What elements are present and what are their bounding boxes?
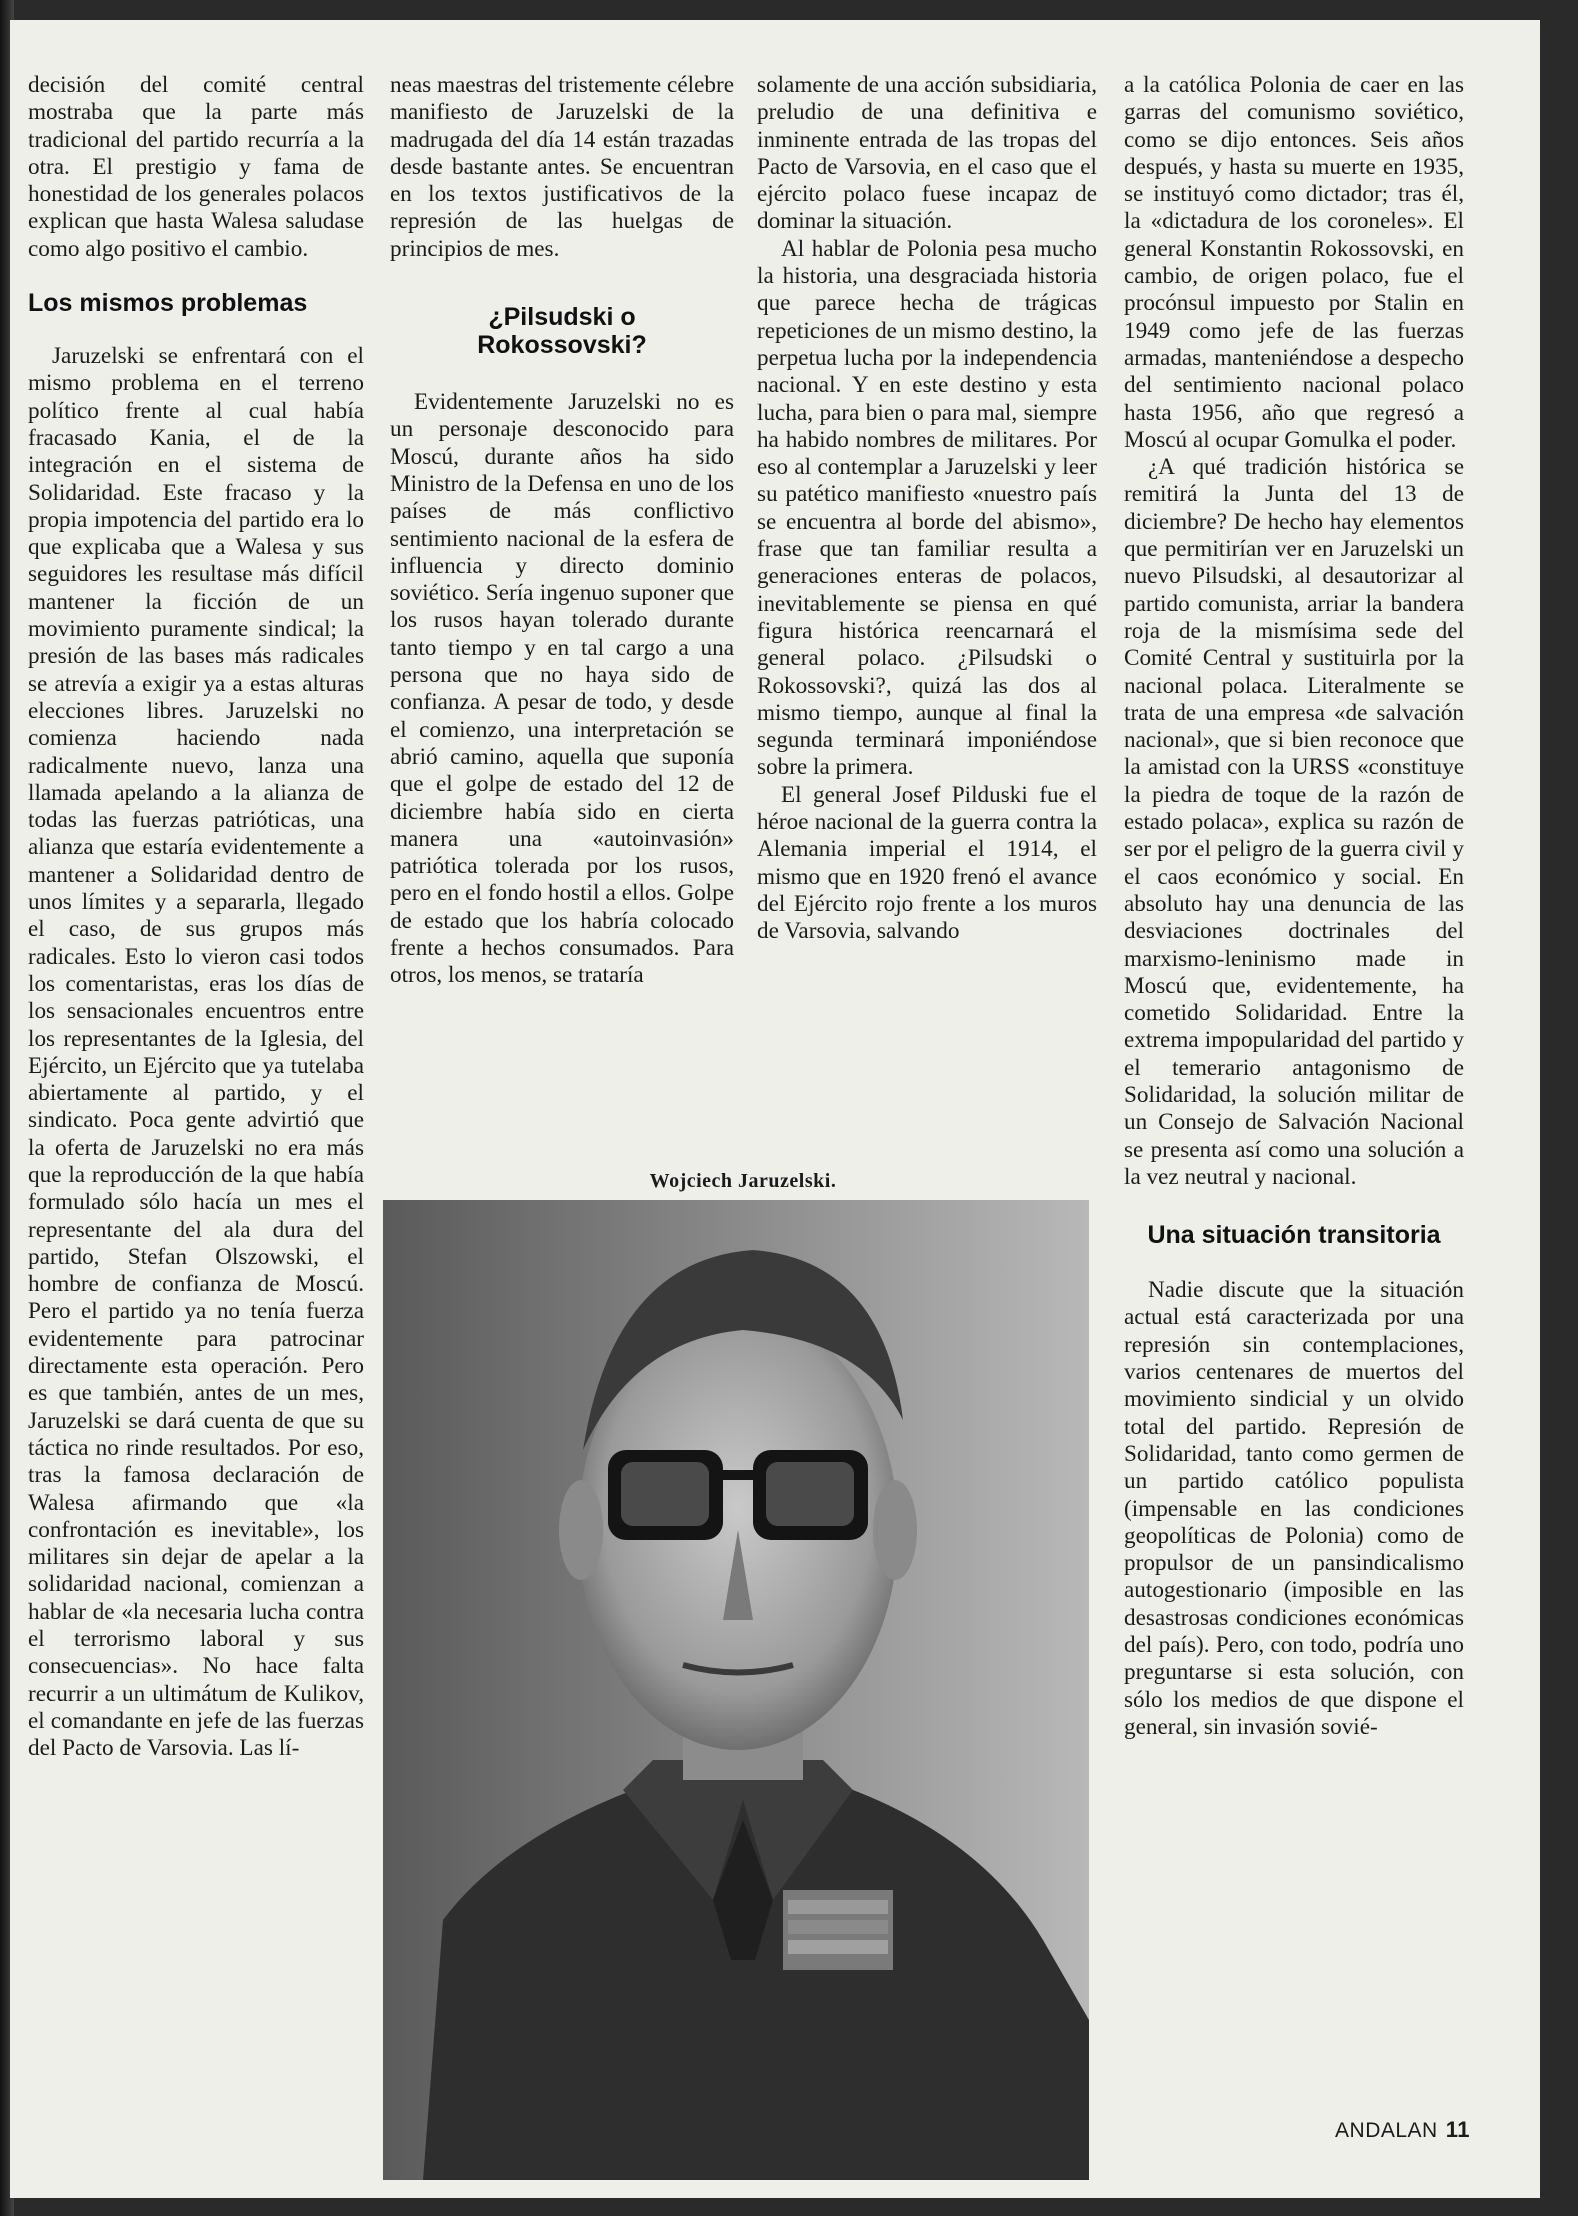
paragraph: a la católica Polonia de caer en las garras del comunismo soviético, como se dijo entonces. Seis años después, y hasta su muerte en 1935, se instituyó como dictador; tras él, la «dictadura de los coroneles». El general Konstantin Rokossovski, en cambio, de origen polaco, fue el procónsul impuesto por Stalin en 1949 como jefe de las fuerzas armadas, manteniéndose a despecho del sentimiento nacional polaco hasta 1956, año que regresó a Moscú al ocupar Gomulka el poder. bbox=[1124, 72, 1464, 453]
paragraph: decisión del comité central mostraba que la parte más tradicional del partido recurría a la otra. El prestigio y fama de honestidad de los generales polacos explican que hasta Walesa saludase como algo positivo el cambio. bbox=[28, 72, 364, 262]
article-column-4 bbox=[1124, 72, 1464, 1741]
article-column-2 bbox=[390, 72, 734, 990]
magazine-page bbox=[10, 20, 1540, 2198]
paragraph: Jaruzelski se enfrentará con el mismo problema en el terreno político frente al cual había fracasado Kania, el de la integración en el sistema de Solidaridad. Este fracaso y la propia impotencia del partido era lo que explicaba que a Walesa y sus seguidores les resultase más difícil mantener la ficción de un movimiento puramente sindical; la presión de las bases más radicales se atrevía a exigir ya a estas alturas elecciones libres. Jaruzelski no comienza haciendo nada radicalmente nuevo, lanza una llamada apelando a la alianza de todas las fuerzas patrióticas, una alianza que estaría evidentemente a mantener a Solidaridad dentro de unos límites y a separarla, llegado el caso, de sus grupos más radicales. Esto lo vieron casi todos los comentaristas, eras los días de los sensacionales encuentros entre los representantes de la Iglesia, del Ejército, un Ejército que ya tutelaba abiertamente al partido, y el sindicato. Poca gente advirtió que la oferta de Jaruzelski no era más que la reproducción de la que había formulado sólo hacía un mes el representante del ala dura del partido, Stefan Olszowski, el hombre de confianza de Moscú. Pero el partido ya no tenía fuerza evidentemente para patrocinar directamente esta operación. Pero es que también, antes de un mes, Jaruzelski se dará cuenta de que su táctica no rinde resultados. Por eso, tras la famosa declaración de Walesa afirmando que «la confrontación es inevitable», los militares sin dejar de apelar a la solidaridad nacional, comienzan a hablar de «la necesaria lucha contra el terrorismo laboral y sus consecuencias». No hace falta recurrir a un ultimátum de Kulikov, el comandante en jefe de las fuerzas del Pacto de Varsovia. Las lí- bbox=[28, 343, 364, 1762]
page-number: 11 bbox=[1445, 2117, 1470, 2142]
portrait-illustration bbox=[383, 1200, 1089, 2180]
paragraph: Evidentemente Jaruzelski no es un personaje desconocido para Moscú, durante años ha sido Ministro de la Defensa en uno de los países de más conflictivo sentimiento nacional de la esfera de influencia y directo dominio soviético. Sería ingenuo suponer que los rusos hayan tolerado durante tanto tiempo y en tal cargo a una persona que no haya sido de confianza. A pesar de todo, y desde el comienzo, una interpretación se abrió camino, aquella que suponía que el golpe de estado del 12 de diciembre había sido en cierta manera una «autoinvasión» patriótica tolerada por los rusos, pero en el fondo hostil a ellos. Golpe de estado que los habría colocado frente a hechos consumados. Para otros, los menos, se trataría bbox=[390, 389, 734, 989]
article-column-3 bbox=[757, 72, 1097, 946]
publication-name: ANDALAN bbox=[1335, 2119, 1438, 2142]
paragraph: Nadie discute que la situación actual está caracterizada por una represión sin contemplaciones, varios centenares de muertos del movimiento sindicial y un olvido total del partido. Represión de Solidaridad, tanto como germen de un partido católico populista (impensable en las condiciones geopolíticas de Polonia) como de propulsor de un pansindicalismo autogestionario (imposible en las desastrosas condiciones económicas del país). Pero, con todo, podría uno preguntarse si esta solución, con sólo los medios de que dispone el general, sin invasión sovié- bbox=[1124, 1277, 1464, 1740]
paragraph: ¿A qué tradición histórica se remitirá la Junta del 13 de diciembre? De hecho hay elementos que permitirían ver en Jaruzelski un nuevo Pilsudski, al desautorizar al partido comunista, arriar la bandera roja de la mismísima sede del Comité Central y sustituirla por la nacional polaca. Literalmente se trata de una empresa «de salvación nacional», que si bien reconoce que la amistad con la URSS «constituye la piedra de toque de la razón de estado polaca», explica su razón de ser por el peligro de la guerra civil y el caos económico y social. En absoluto hay una denuncia de las desviaciones doctrinales del marxismo-leninismo made in Moscú que, evidentemente, ha cometido Solidaridad. Entre la extrema impopularidad del partido y el temerario antagonismo de Solidaridad, la solución militar de un Consejo de Salvación Nacional se presenta así como una solución a la vez neutral y nacional. bbox=[1124, 454, 1464, 1190]
portrait-photo bbox=[383, 1200, 1089, 2180]
paragraph: El general Josef Pilduski fue el héroe nacional de la guerra contra la Alemania imperial el 1914, el mismo que en 1920 frenó el avance del Ejército rojo frente a los muros de Varsovia, salvando bbox=[757, 781, 1097, 945]
section-heading: Los mismos problemas bbox=[28, 289, 308, 318]
paragraph: Al hablar de Polonia pesa mucho la historia, una desgraciada historia que parece hecha de trágicas repeticiones de un mismo destino, la perpetua lucha por la independencia nacional. Y en este destino y esta lucha, para bien o para mal, siempre ha habido nombres de militares. Por eso al contemplar a Jaruzelski y leer su patético manifiesto «nuestro país se encuentra al borde del abismo», frase que tan familiar resulta a generaciones enteras de polacos, inevitablemente se piensa en qué figura histórica reencarnará el general polaco. ¿Pilsudski o Rokossovski?, quizá las dos al mismo tiempo, aunque al final la segunda terminará imponiéndose sobre la primera. bbox=[757, 235, 1097, 781]
paragraph: neas maestras del tristemente célebre manifiesto de Jaruzelski de la madrugada del día 14 están trazadas desde bastante antes. Se encuentran en los textos justificativos de la represión de las huelgas de principios de mes. bbox=[390, 72, 734, 262]
section-heading: ¿Pilsudski o Rokossovski? bbox=[477, 303, 647, 360]
page-footer bbox=[1335, 2117, 1470, 2143]
paragraph: solamente de una acción subsidiaria, preludio de una definitiva e inminente entrada de las tropas del Pacto de Varsovia, en el caso que el ejército polaco fuese incapaz de dominar la situación. bbox=[757, 72, 1097, 235]
article-column-1 bbox=[28, 72, 364, 1763]
photo-caption: Wojciech Jaruzelski. bbox=[649, 1170, 837, 1192]
section-heading: Una situación transitoria bbox=[1147, 1221, 1441, 1250]
